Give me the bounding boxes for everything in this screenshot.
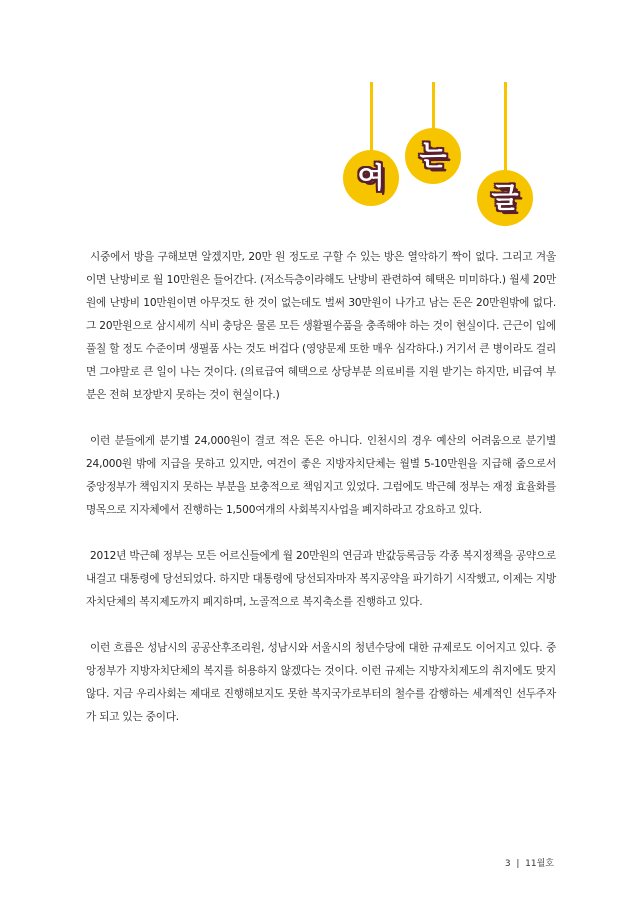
title-badge-3	[477, 170, 533, 226]
paragraph: 시중에서 방을 구해보면 알겠지만, 20만 원 정도로 구할 수 있는 방은 열악하기 짝이 없다. 그리고 겨울이면 난방비로 월 10만원은 들어간다. (저소득층이라해도 난방비 관련하여 혜택은 미미하다.) 월세 20만원에 난방비 10만원이면 아무것도 한 것이 없는데도 벌써 30만원이 나가고 남는 돈은 20만원밖에 없다. 그 20만원으로 삼시세끼 식비 충당은 물론 모든 생활필수품을 충족해야 하는 것이 현실이다. 근근이 입에 풀칠 할 정도 수준이며 생필품 사는 것도 버겁다 (영양문제 또한 매우 심각하다.) 거기서 큰 병이라도 걸리면 그야말로 큰 일이 나는 것이다. (의료급여 혜택으로 상당부분 의료비를 지원 받기는 하지만, 비급여 부분은 전혀 보장받지 못하는 것이 현실이다.)	[86, 251, 556, 401]
hanging-string	[432, 82, 435, 130]
paragraph: 이런 흐름은 성남시의 공공산후조리원, 성남시와 서울시의 청년수당에 대한 규제로도 이어지고 있다. 중앙정부가 지방자치단체의 복지를 허용하지 않겠다는 것이다. 이런 규제는 지방자치제도의 취지에도 맞지 않다. 지금 우리사회는 제대로 진행해보지도 못한 복지국가로부터의 철수를 감행하는 세계적인 선두주자가 되고 있는 중이다.	[86, 642, 556, 723]
title-char: 여	[357, 161, 385, 194]
title-badge-2	[405, 128, 461, 184]
title-char: 글	[491, 181, 519, 214]
issue-label: 11월호	[525, 859, 554, 869]
paragraph: 이런 분들에게 분기별 24,000원이 결코 적은 돈은 아니다. 인천시의 경우 예산의 어려움으로 분기별 24,000원 밖에 지급을 못하고 있지만, 여건이 좋은 지방자치단체는 월별 5-10만원을 지급해 줌으로서 중앙정부가 책임지지 못하는 부분을 보충적으로 책임지고 있었다. 그럼에도 박근혜 정부는 재정 효율화를 명목으로 지자체에서 진행하는 1,500여개의 사회복지사업을 폐지하라고 강요하고 있다.	[86, 435, 556, 516]
article-body	[86, 246, 556, 752]
hanging-string	[504, 82, 507, 174]
title-badge-1	[343, 150, 399, 206]
page-number: 3	[504, 859, 511, 869]
paragraph: 2012년 박근혜 정부는 모든 어르신들에게 월 20만원의 연금과 반값등록금등 각종 복지정책을 공약으로 내걸고 대통령에 당선되었다. 하지만 대통령에 당선되자마자 복지공약을 파기하기 시작했고, 이제는 지방자치단체의 복지제도까지 폐지하며, 노골적으로 복지축소를 진행하고 있다.	[86, 550, 556, 608]
hanging-string	[370, 82, 373, 152]
title-area	[0, 0, 640, 230]
page-footer	[505, 856, 554, 869]
title-char: 는	[419, 139, 447, 172]
footer-divider: |	[513, 859, 523, 869]
